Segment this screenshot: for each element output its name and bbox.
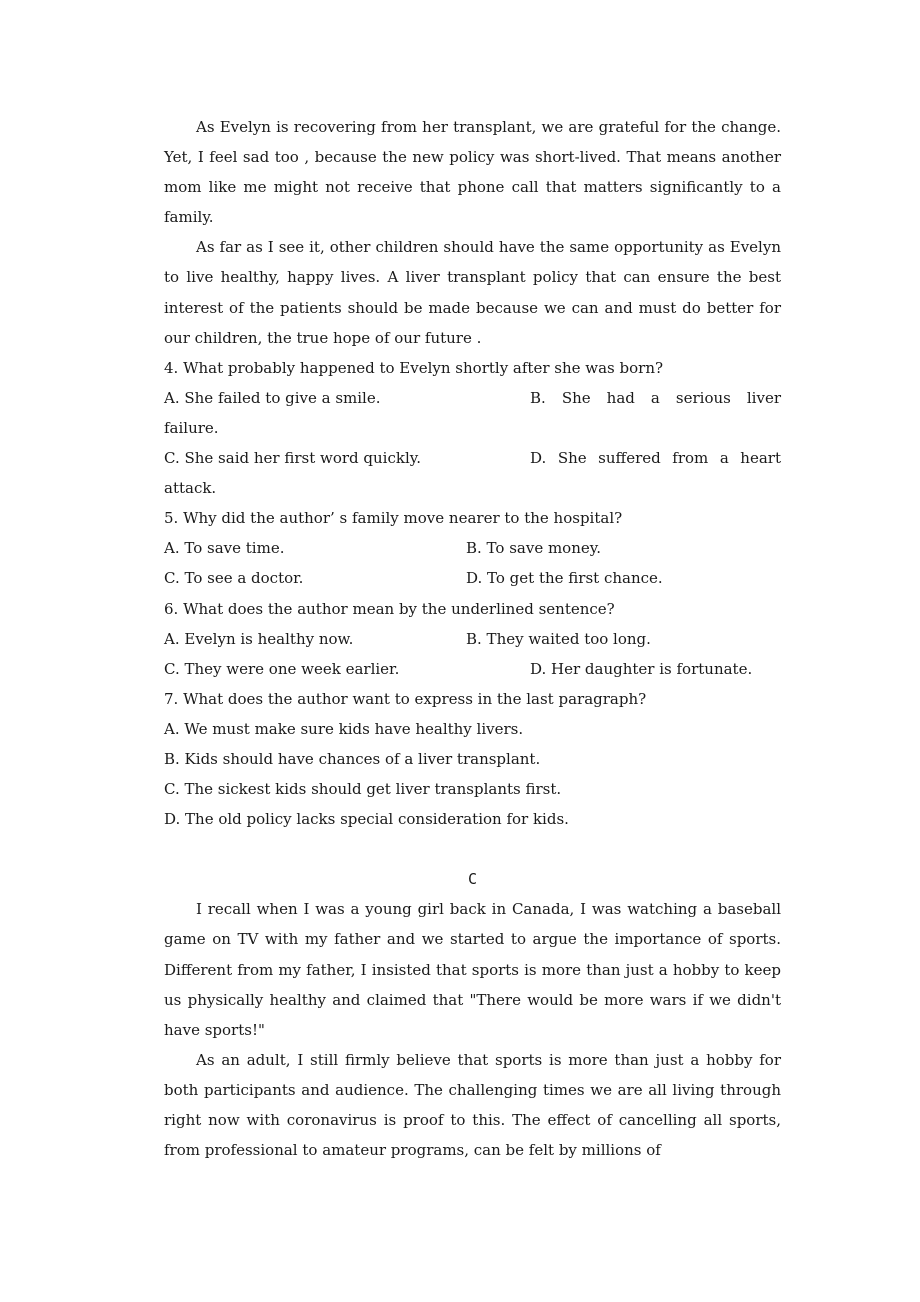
question-stem: 6. What does the author mean by the underlined sentence? <box>164 599 615 618</box>
question-stem: 4. What probably happened to Evelyn shortly after she was born? <box>164 358 664 377</box>
option-b: B. To save money. <box>466 539 601 558</box>
passage-paragraph: As far as I see it, other children should have the same opportunity as Evelyn to live healthy, happy lives. A liver transplant policy that can ensure the best interest of the patients should be made because we can and must do better for our children, the true hope of our future . <box>164 238 781 347</box>
option-row <box>164 443 781 473</box>
question-stem: 7. What does the author want to express in the last paragraph? <box>164 689 647 708</box>
option-b: B. They waited too long. <box>466 629 651 648</box>
option-d-wrap: attack. <box>164 479 217 498</box>
option-b-wrap: failure. <box>164 418 219 437</box>
passage-paragraph: As Evelyn is recovering from her transplant, we are grateful for the change. Yet, I feel sad too , because the new policy was short-lived. That means another mom like me might not receive that phone call that matters significantly to a family. <box>164 118 781 227</box>
option-row <box>164 533 781 563</box>
question-stem: 5. Why did the author’ s family move nearer to the hospital? <box>164 509 623 528</box>
option-a: A. Evelyn is healthy now. <box>164 629 354 648</box>
option-c: C. To see a doctor. <box>164 569 304 588</box>
option-a: A. To save time. <box>164 539 285 558</box>
passage-paragraph: As an adult, I still firmly believe that sports is more than just a hobby for both participants and audience. The challenging times we are all living through right now with coronavirus is proof to this. The effect of cancelling all sports, from professional to amateur programs, can be felt by millions of <box>164 1050 781 1160</box>
option-d: D. She suffered from a heart <box>530 449 781 468</box>
option-row <box>164 383 781 413</box>
option-b: B. Kids should have chances of a liver transplant. <box>164 749 541 768</box>
option-row <box>164 624 781 654</box>
option-d: D. Her daughter is fortunate. <box>530 659 753 678</box>
option-row <box>164 654 781 684</box>
passage-paragraph: I recall when I was a young girl back in Canada, I was watching a baseball game on TV with my father and we started to argue the importance of sports. Different from my father, I insisted that sports is more than just a hobby to keep us physically healthy and claimed that "There would be more wars if we didn't have sports!" <box>164 900 781 1039</box>
option-a: A. We must make sure kids have healthy livers. <box>164 719 524 738</box>
option-row <box>164 563 781 593</box>
section-title: C <box>467 870 478 889</box>
option-b: B. She had a serious liver <box>530 388 781 407</box>
option-d: D. To get the first chance. <box>466 569 663 588</box>
option-c: C. The sickest kids should get liver transplants first. <box>164 780 562 799</box>
option-d: D. The old policy lacks special consideration for kids. <box>164 810 569 829</box>
option-a: A. She failed to give a smile. <box>164 388 381 407</box>
option-c: C. She said her first word quickly. <box>164 449 422 468</box>
document-content <box>164 112 781 1165</box>
option-c: C. They were one week earlier. <box>164 659 400 678</box>
